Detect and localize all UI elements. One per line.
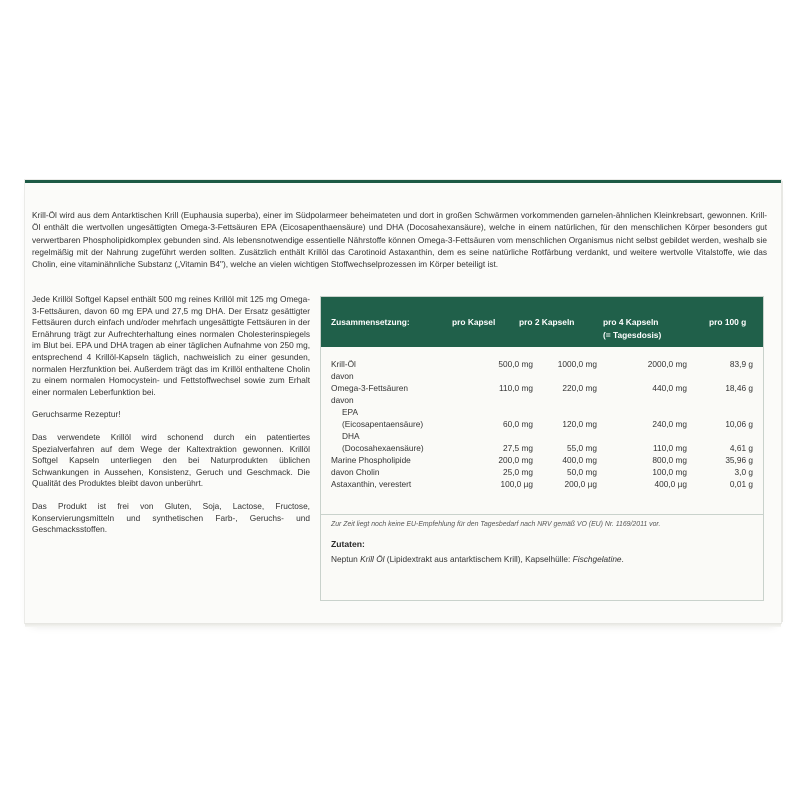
value-per-4-capsules: 440,0 mg (652, 383, 687, 393)
ingredients-title: Zutaten: (331, 539, 365, 549)
row-label: davon Cholin (331, 467, 380, 477)
left-column (32, 294, 310, 547)
table-row (321, 478, 763, 490)
composition-table-header (321, 297, 763, 347)
row-label: Krill-Öl (331, 359, 356, 369)
value-per-2-capsules: 50,0 mg (567, 467, 597, 477)
table-row (321, 382, 763, 394)
row-label: (Eicosapentaensäure) (342, 419, 424, 429)
header-per-4-capsules: pro 4 Kapseln (603, 317, 659, 327)
header-per-100g: pro 100 g (709, 317, 747, 327)
table-row (321, 430, 763, 442)
row-label: Astaxanthin, verestert (331, 479, 412, 489)
row-label: Marine Phospholipide (331, 455, 411, 465)
value-per-100g: 4,61 g (729, 443, 753, 453)
value-per-4-capsules: 240,0 mg (652, 419, 687, 429)
ingredients-part: (Lipidextrakt aus antarktischem Krill), Kapselhülle: (384, 554, 573, 564)
free-from-paragraph: Das Produkt ist frei von Gluten, Soja, Lactose, Fructose, Konservierungsmitteln und synthetischen Farb-, Geruchs- und Geschmacksstoffen. (32, 500, 310, 535)
row-label: Omega-3-Fettsäuren (331, 383, 409, 393)
capsule-content-paragraph: Jede Krillöl Softgel Kapsel enthält 500 mg reines Krillöl mit 125 mg Omega-3-Fettsäuren, davon 60 mg EPA und 27,5 mg DHA. Der Ersatz gesättigter Fettsäuren durch einfach und/oder mehrfach ungesättigte Fettsäuren in der Ernährung trägt zur Aufrechterhaltung eines normalen Cholesterinspiegels im Blut bei. EPA und DHA tragen ab einer täglichen Aufnahme von 250 mg, entsprechend 4 Krillöl-Kapseln täglich, nachweislich zu einer gesunden, normalen Herzfunktion bei. Außerdem trägt das im Krillöl enthaltene Cholin zu einem normalen Homocystein- und Fettstoffwechsel sowie zum Erhalt einer normalen Leberfunktion bei. (32, 294, 310, 397)
value-per-capsule: 100,0 µg (500, 479, 533, 489)
process-paragraph: Das verwendete Krillöl wird schonend durch ein patentiertes Spezialverfahren auf dem Wege der Kaltextraktion gewonnen. Krillöl Softgel Kapseln unterliegen den bei Naturprodukten üblichen Schwankungen in Aussehen, Konsistenz, Geruch und Geschmack. Die Qualität des Produktes bleibt davon unberührt. (32, 431, 310, 489)
table-row (321, 454, 763, 466)
value-per-capsule: 60,0 mg (503, 419, 533, 429)
value-per-4-capsules: 400,0 µg (654, 479, 687, 489)
value-per-2-capsules: 220,0 mg (562, 383, 597, 393)
table-row (321, 406, 763, 418)
ingredients-part-italic: Krill Öl (360, 554, 385, 564)
table-row (321, 358, 763, 370)
row-label: (Docosahexaensäure) (342, 443, 424, 453)
intro-paragraph: Krill-Öl wird aus dem Antarktischen Krill (Euphausia superba), einer im Südpolarmeer beheimateten und dort in großen Schwärmen vorkommenden garnelen-ähnlichen Kleinkrebsart, gewonnen. Krill-Öl enthält die wertvollen ungesättigten Omega-3-Fettsäuren EPA (Eicosapenthaensäure) und DHA (Docosahexansäure), welche in einem natürlichen, für den menschlichen Körper besonders gut verwertbaren Phospholipidkomplex gebunden sind. Als lebensnotwendige essentielle Nährstoffe können Omega-3-Fettsäuren vom menschlichen Organismus nicht selbst gebildet werden, weshalb sie regelmäßig mit der Nahrung zugeführt werden sollten. Zusätzlich enthält Krillöl das Carotinoid Astaxanthin, dem es seine natürliche Rotfärbung verdankt, und weitere wertvolle Vitalstoffe, wie das Cholin, eine vitaminähnliche Substanz („Vitamin B4"), welche an vielen wichtigen Stoffwechselprozessen im Körper beteiligt ist. (32, 210, 767, 269)
value-per-4-capsules: 2000,0 mg (647, 359, 687, 369)
table-row (321, 418, 763, 430)
value-per-2-capsules: 120,0 mg (562, 419, 597, 429)
value-per-4-capsules: 800,0 mg (652, 455, 687, 465)
value-per-100g: 83,9 g (729, 359, 753, 369)
table-divider (321, 514, 763, 515)
row-label: DHA (342, 431, 360, 441)
value-per-2-capsules: 400,0 mg (562, 455, 597, 465)
value-per-capsule: 27,5 mg (503, 443, 533, 453)
ingredients-part: Neptun (331, 554, 361, 564)
header-composition: Zusammensetzung: (331, 317, 410, 327)
ingredients-part: . (621, 554, 624, 564)
value-per-capsule: 500,0 mg (498, 359, 533, 369)
value-per-100g: 3,0 g (734, 467, 753, 477)
nrv-footnote: Zur Zeit liegt noch keine EU-Empfehlung für den Tagesbedarf nach NRV gemäß VO (EU) Nr. 1169/2011 vor. (331, 521, 661, 528)
value-per-100g: 0,01 g (729, 479, 753, 489)
package-bottom-edge (25, 623, 781, 627)
header-daily-dose: (= Tagesdosis) (603, 330, 662, 340)
value-per-100g: 18,46 g (725, 383, 753, 393)
value-per-4-capsules: 100,0 mg (652, 467, 687, 477)
table-row (321, 466, 763, 478)
row-label: davon (331, 371, 354, 381)
value-per-capsule: 110,0 mg (499, 383, 533, 393)
ingredients-part-italic: Fischgelatine (572, 554, 622, 564)
value-per-2-capsules: 55,0 mg (567, 443, 597, 453)
table-row (321, 442, 763, 454)
recipe-paragraph: Geruchsarme Rezeptur! (32, 409, 121, 420)
header-per-2-capsules: pro 2 Kapseln (519, 317, 575, 327)
value-per-100g: 10,06 g (725, 419, 753, 429)
value-per-capsule: 25,0 mg (503, 467, 533, 477)
composition-panel (320, 296, 764, 601)
value-per-100g: 35,96 g (725, 455, 753, 465)
package-edge (781, 181, 783, 622)
row-label: EPA (342, 407, 358, 417)
header-per-capsule: pro Kapsel (452, 317, 496, 327)
value-per-capsule: 200,0 mg (498, 455, 533, 465)
row-label: davon (331, 395, 354, 405)
value-per-2-capsules: 200,0 µg (564, 479, 597, 489)
table-row (321, 370, 763, 382)
table-row (321, 394, 763, 406)
ingredients-text (331, 554, 624, 564)
value-per-2-capsules: 1000,0 mg (557, 359, 597, 369)
value-per-4-capsules: 110,0 mg (653, 443, 687, 453)
